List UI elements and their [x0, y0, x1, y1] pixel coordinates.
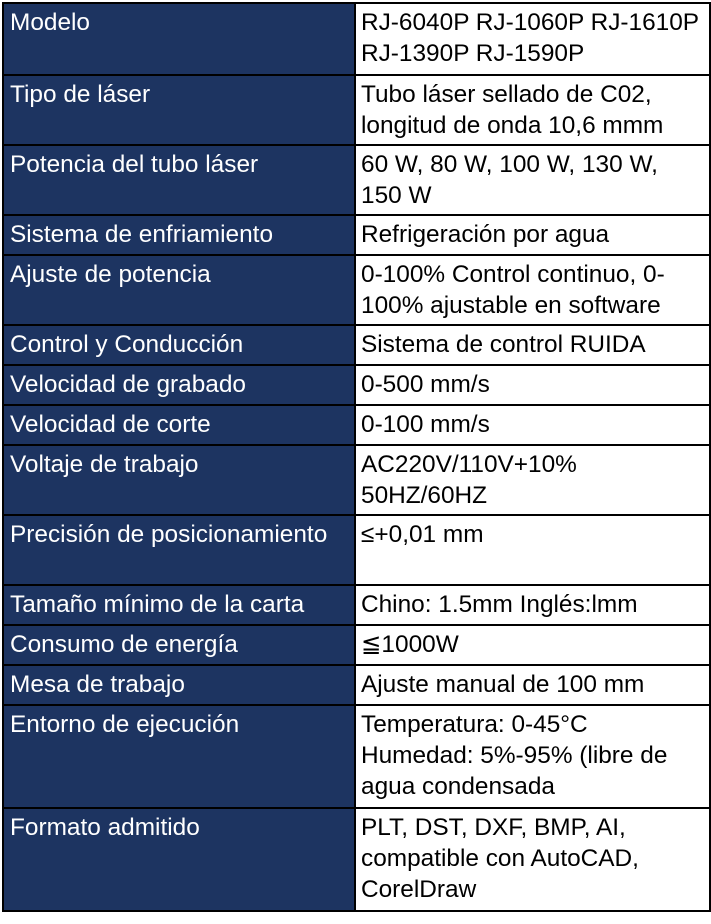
- row-value: AC220V/110V+10% 50HZ/60HZ: [355, 445, 710, 515]
- row-value: Sistema de control RUIDA: [355, 325, 710, 365]
- table-row-entorno: [3, 705, 710, 808]
- row-value: Temperatura: 0-45°C Humedad: 5%-95% (libre de agua condensada: [355, 705, 710, 808]
- table-row-tipo-laser: [3, 75, 710, 145]
- table-row-enfriamiento: [3, 215, 710, 255]
- table-row-modelo: [3, 3, 710, 75]
- row-label: Entorno de ejecución: [3, 705, 355, 808]
- row-label: Control y Conducción: [3, 325, 355, 365]
- row-value: 0-100 mm/s: [355, 405, 710, 445]
- row-label: Potencia del tubo láser: [3, 145, 355, 215]
- row-label: Modelo: [3, 3, 355, 75]
- row-label: Tamaño mínimo de la carta: [3, 585, 355, 625]
- table-row-mesa: [3, 665, 710, 705]
- table-row-potencia-tubo: [3, 145, 710, 215]
- row-value: RJ-6040P RJ-1060P RJ-1610P RJ-1390P RJ-1590P: [355, 3, 710, 75]
- table-row-control: [3, 325, 710, 365]
- row-label: Tipo de láser: [3, 75, 355, 145]
- row-label: Precisión de posicionamiento: [3, 515, 355, 585]
- row-value: 0-500 mm/s: [355, 365, 710, 405]
- spec-table: [2, 2, 711, 912]
- table-row-precision: [3, 515, 710, 585]
- row-label: Voltaje de trabajo: [3, 445, 355, 515]
- row-label: Formato admitido: [3, 808, 355, 911]
- row-label: Velocidad de grabado: [3, 365, 355, 405]
- table-row-tamano-carta: [3, 585, 710, 625]
- table-row-formato: [3, 808, 710, 911]
- row-value: Tubo láser sellado de C02, longitud de onda 10,6 mmm: [355, 75, 710, 145]
- table-row-consumo: [3, 625, 710, 665]
- row-value: Ajuste manual de 100 mm: [355, 665, 710, 705]
- row-value: ≤+0,01 mm: [355, 515, 710, 585]
- row-value: 60 W, 80 W, 100 W, 130 W, 150 W: [355, 145, 710, 215]
- table-row-velocidad-corte: [3, 405, 710, 445]
- row-value: 0-100% Control continuo, 0-100% ajustable en software: [355, 255, 710, 325]
- table-row-velocidad-grabado: [3, 365, 710, 405]
- row-label: Sistema de enfriamiento: [3, 215, 355, 255]
- row-label: Velocidad de corte: [3, 405, 355, 445]
- row-label: Ajuste de potencia: [3, 255, 355, 325]
- table-row-voltaje: [3, 445, 710, 515]
- row-value: ≦1000W: [355, 625, 710, 665]
- row-value: PLT, DST, DXF, BMP, AI, compatible con AutoCAD, CorelDraw: [355, 808, 710, 911]
- table-row-ajuste-potencia: [3, 255, 710, 325]
- row-label: Consumo de energía: [3, 625, 355, 665]
- row-value: Chino: 1.5mm Inglés:lmm: [355, 585, 710, 625]
- row-label: Mesa de trabajo: [3, 665, 355, 705]
- row-value: Refrigeración por agua: [355, 215, 710, 255]
